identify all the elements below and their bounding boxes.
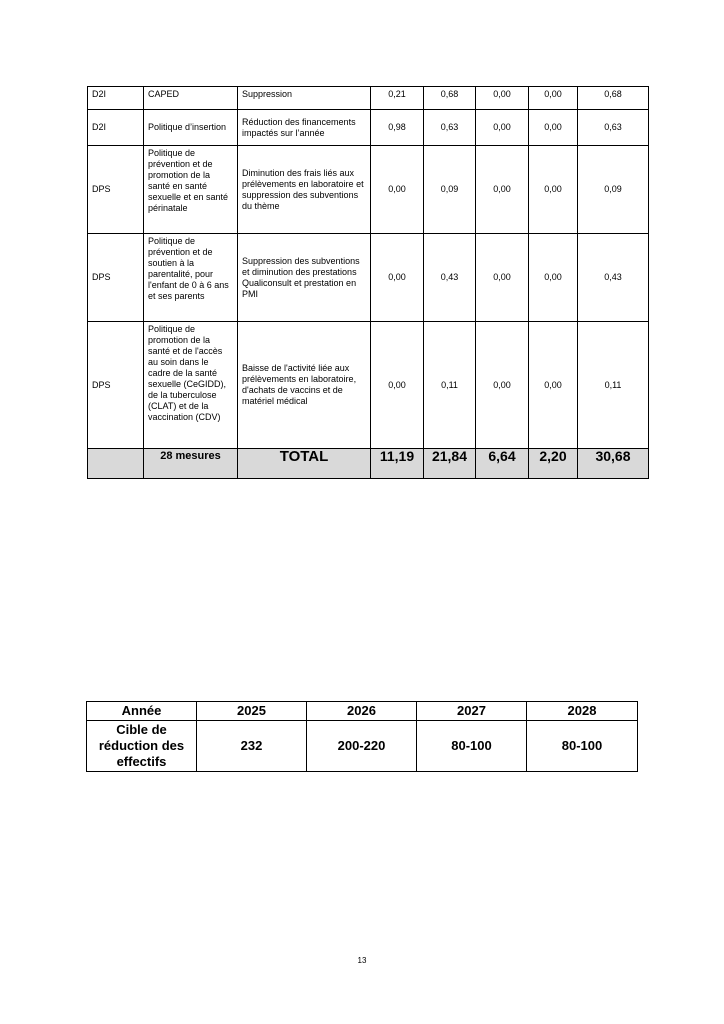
year-header-label: Année xyxy=(87,702,197,721)
total-cell: 0,11 xyxy=(578,322,649,449)
value-cell: 0,00 xyxy=(529,322,578,449)
table-row xyxy=(88,234,649,322)
policy-cell: Politique d’insertion xyxy=(144,110,238,146)
total-cell: 0,63 xyxy=(578,110,649,146)
value-cell: 0,00 xyxy=(476,146,529,234)
table-row xyxy=(88,87,649,110)
direction-cell: DPS xyxy=(88,322,144,449)
total-value: 2,20 xyxy=(529,449,578,479)
value-cell: 0,00 xyxy=(476,234,529,322)
total-value: 6,64 xyxy=(476,449,529,479)
measures-table xyxy=(87,86,649,479)
value-cell: 0,09 xyxy=(424,146,476,234)
total-empty-cell xyxy=(88,449,144,479)
value-cell: 0,98 xyxy=(371,110,424,146)
value-cell: 0,21 xyxy=(371,87,424,110)
value-cell: 0,00 xyxy=(371,322,424,449)
direction-cell: DPS xyxy=(88,146,144,234)
target-value: 200-220 xyxy=(307,721,417,772)
value-cell: 0,11 xyxy=(424,322,476,449)
measure-cell: Baisse de l'activité liée aux prélèvements en laboratoire, d'achats de vaccins et de matériel médical xyxy=(238,322,371,449)
total-value: 11,19 xyxy=(371,449,424,479)
policy-cell: Politique de promotion de la santé et de l'accès au soin dans le cadre de la santé sexuelle (CeGIDD), de la tuberculose (CLAT) et de la vaccination (CDV) xyxy=(144,322,238,449)
direction-cell: D2I xyxy=(88,110,144,146)
value-cell: 0,00 xyxy=(529,87,578,110)
staff-reduction-table xyxy=(86,701,638,772)
total-value: 21,84 xyxy=(424,449,476,479)
value-cell: 0,00 xyxy=(476,87,529,110)
year-cell: 2027 xyxy=(417,702,527,721)
total-cell: 0,43 xyxy=(578,234,649,322)
target-label: Cible de réduction des effectifs xyxy=(87,721,197,772)
target-row xyxy=(87,721,638,772)
policy-cell: CAPED xyxy=(144,87,238,110)
value-cell: 0,00 xyxy=(371,146,424,234)
value-cell: 0,00 xyxy=(371,234,424,322)
policy-cell: Politique de prévention et de soutien à la parentalité, pour l'enfant de 0 à 6 ans et ses parents xyxy=(144,234,238,322)
total-cell: 0,09 xyxy=(578,146,649,234)
table-row xyxy=(88,322,649,449)
year-cell: 2028 xyxy=(527,702,638,721)
target-value: 232 xyxy=(197,721,307,772)
total-label: TOTAL xyxy=(238,449,371,479)
value-cell: 0,00 xyxy=(529,110,578,146)
total-row xyxy=(88,449,649,479)
year-header-row xyxy=(87,702,638,721)
table-row xyxy=(88,110,649,146)
value-cell: 0,43 xyxy=(424,234,476,322)
measure-count: 28 mesures xyxy=(144,449,238,479)
target-value: 80-100 xyxy=(417,721,527,772)
value-cell: 0,00 xyxy=(476,110,529,146)
value-cell: 0,68 xyxy=(424,87,476,110)
target-value: 80-100 xyxy=(527,721,638,772)
measure-cell: Suppression des subventions et diminution des prestations Qualiconsult et prestation en PMI xyxy=(238,234,371,322)
year-cell: 2026 xyxy=(307,702,417,721)
value-cell: 0,00 xyxy=(476,322,529,449)
direction-cell: DPS xyxy=(88,234,144,322)
measure-cell: Diminution des frais liés aux prélèvements en laboratoire et suppression des subventions du thème xyxy=(238,146,371,234)
value-cell: 0,00 xyxy=(529,146,578,234)
year-cell: 2025 xyxy=(197,702,307,721)
direction-cell: D2I xyxy=(88,87,144,110)
table-row xyxy=(88,146,649,234)
measure-cell: Réduction des financements impactés sur l’année xyxy=(238,110,371,146)
value-cell: 0,00 xyxy=(529,234,578,322)
value-cell: 0,63 xyxy=(424,110,476,146)
grand-total-value: 30,68 xyxy=(578,449,649,479)
measure-cell: Suppression xyxy=(238,87,371,110)
page-number: 13 xyxy=(357,956,367,965)
policy-cell: Politique de prévention et de promotion de la santé en santé sexuelle et en santé périnatale xyxy=(144,146,238,234)
total-cell: 0,68 xyxy=(578,87,649,110)
